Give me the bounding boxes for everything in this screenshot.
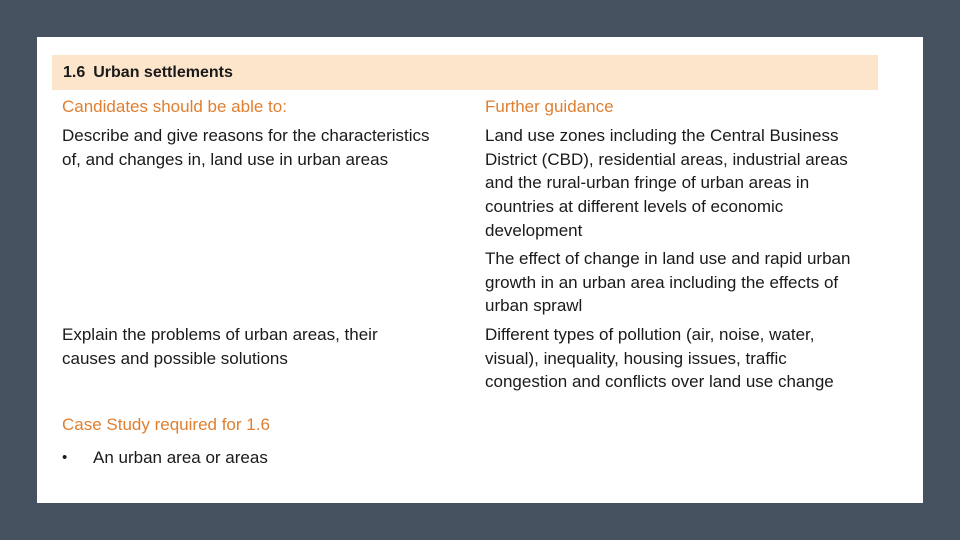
syllabus-slide — [37, 37, 923, 503]
section-title: Urban settlements — [93, 63, 233, 81]
objective-urban-problems: Explain the problems of urban areas, their causes and possible solutions — [62, 325, 378, 368]
objective-land-use: Describe and give reasons for the characteristics of, and changes in, land use in urban areas — [62, 126, 430, 169]
right-column-heading: Further guidance — [485, 97, 614, 116]
guidance-urban-problems: Different types of pollution (air, noise, water, visual), inequality, housing issues, traffic congestion and conflicts over land use change — [485, 325, 834, 392]
section-number: 1.6 — [63, 63, 86, 81]
left-column-heading: Candidates should be able to: — [62, 97, 287, 116]
section-header — [52, 55, 878, 90]
guidance-land-use-zones: Land use zones including the Central Business District (CBD), residential areas, industrial areas and the rural-urban fringe of urban areas in countries at different levels of economic development — [485, 126, 848, 240]
bullet-icon: • — [62, 449, 68, 466]
case-study-list-item — [62, 446, 268, 470]
guidance-urban-growth: The effect of change in land use and rapid urban growth in an urban area including the effects of urban sprawl — [485, 249, 851, 316]
case-study-item-text: An urban area or areas — [93, 448, 268, 467]
case-study-heading: Case Study required for 1.6 — [62, 415, 270, 434]
